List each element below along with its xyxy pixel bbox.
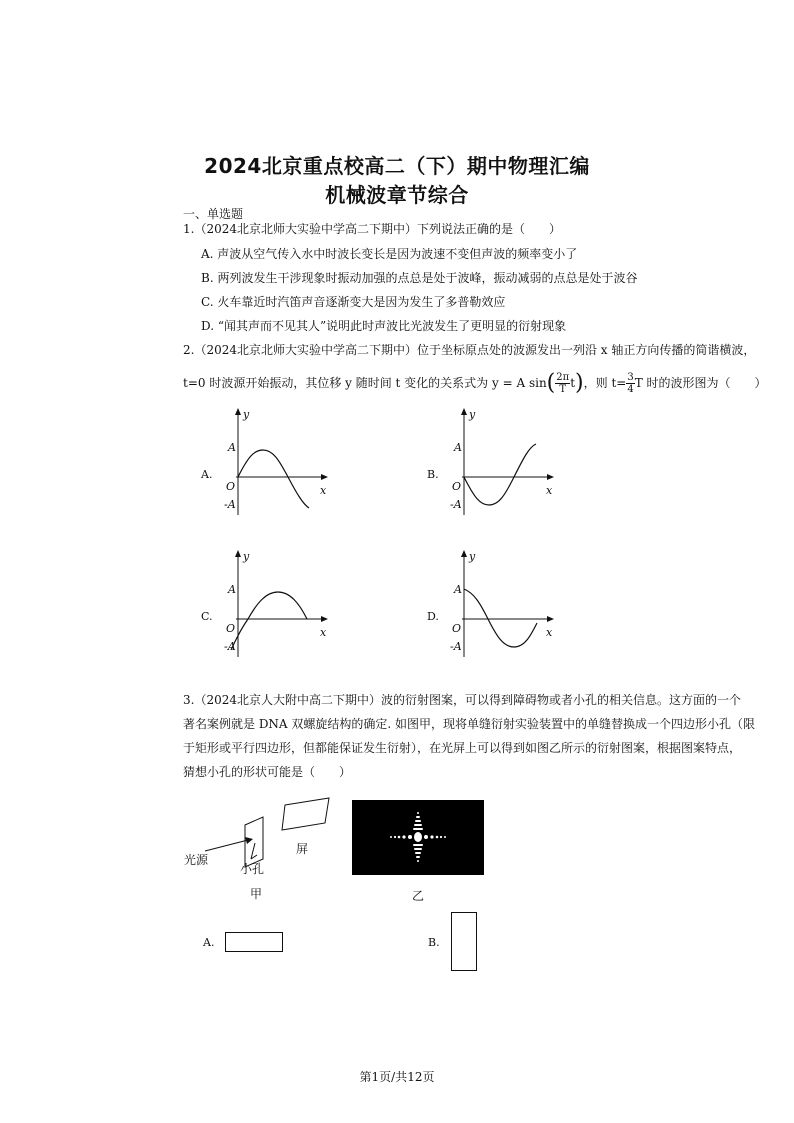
x-axis-label: x — [546, 484, 553, 497]
question-1-option-d: D. “闻其声而不见其人”说明此时声波比光波发生了更明显的衍射现象 — [201, 319, 567, 333]
x-axis-label: x — [320, 484, 327, 497]
graph-option-label: B. — [427, 468, 439, 481]
option-a-horizontal-rectangle — [225, 932, 283, 952]
question-1-option-b: B. 两列波发生干涉现象时振动加强的点总是处于波峰，振动减弱的点总是处于波谷 — [201, 271, 638, 285]
question-3-line: 猜想小孔的形状可能是（ ） — [183, 765, 352, 779]
question-3-line: 3.（2024北京人大附中高二下期中）波的衍射图案，可以得到障碍物或者小孔的相关信息。这方面的一个 — [183, 693, 741, 707]
neg-amplitude-label: -A — [224, 640, 236, 653]
neg-amplitude-label: -A — [450, 498, 462, 511]
question-2-formula-mid: ，则 t= — [583, 376, 627, 390]
question-2-formula-suffix: T 时的波形图为（ ） — [634, 376, 767, 390]
x-axis-label: x — [546, 626, 553, 639]
y-axis-label: y — [243, 408, 250, 421]
formula-variable-t: t — [570, 376, 576, 390]
y-axis-label: y — [469, 408, 476, 421]
question-3-option-a-label: A. — [203, 936, 215, 949]
wave-graph-a — [196, 405, 346, 520]
amplitude-label: A — [454, 583, 462, 596]
wave-graph-c-plot — [196, 547, 346, 662]
question-3-option-b-label: B. — [428, 936, 440, 949]
origin-label: O — [452, 622, 462, 635]
fraction-three-quarters — [626, 372, 634, 395]
wave-graph-d — [422, 547, 572, 662]
page-footer: 第1页/共12页 — [359, 1070, 435, 1084]
fraction-denominator: T — [559, 384, 567, 395]
option-b-vertical-rectangle — [451, 912, 477, 971]
wave-graph-c — [196, 547, 346, 662]
wave-graph-d-plot — [422, 547, 572, 662]
neg-amplitude-label: -A — [450, 640, 462, 653]
x-axis-label: x — [320, 626, 327, 639]
wave-graph-b — [422, 405, 572, 520]
right-paren: ) — [575, 370, 584, 396]
y-axis-label: y — [243, 550, 250, 563]
graph-option-label: A. — [201, 468, 213, 481]
amplitude-label: A — [228, 441, 236, 454]
y-axis-label: y — [469, 550, 476, 563]
question-3-text — [183, 688, 761, 784]
neg-amplitude-label: -A — [224, 498, 236, 511]
left-paren: ( — [546, 370, 556, 396]
fraction-two-pi-over-t — [555, 372, 570, 395]
fraction-numerator: 3 — [627, 372, 634, 383]
origin-label: O — [226, 480, 236, 493]
question-2-line1: 2.（2024北京北师大实验中学高二下期中）位于坐标原点处的波源发出一列沿 x 轴正方向传播的简谐横波， — [183, 343, 756, 357]
origin-label: O — [226, 622, 236, 635]
question-1-stem: 1.（2024北京北师大实验中学高二下期中）下列说法正确的是（ ） — [183, 222, 561, 236]
amplitude-label: A — [454, 441, 462, 454]
page-title: 2024北京重点校高二（下）期中物理汇编 — [204, 154, 590, 178]
question-1-option-a: A. 声波从空气传入水中时波长变长是因为波速不变但声波的频率变小了 — [201, 247, 578, 261]
wave-graph-b-plot — [422, 405, 572, 520]
question-1-option-c: C. 火车靠近时汽笛声音逐渐变大是因为发生了多普勒效应 — [201, 295, 506, 309]
light-source-label: 光源 — [184, 853, 209, 867]
diffraction-pattern-image — [352, 800, 484, 875]
graph-option-label: C. — [201, 610, 213, 623]
diffraction-pattern-svg — [352, 800, 484, 875]
section-heading: 一、单选题 — [183, 207, 244, 221]
figure-yi-caption: 乙 — [412, 889, 425, 903]
question-2-line2 — [183, 369, 767, 398]
origin-label: O — [452, 480, 462, 493]
graph-option-label: D. — [427, 610, 439, 623]
question-2-formula-prefix: t=0 时波源开始振动，其位移 y 随时间 t 变化的关系式为 y = A sin — [183, 376, 547, 390]
fraction-denominator: 4 — [627, 384, 634, 395]
page-subtitle: 机械波章节综合 — [325, 183, 469, 207]
question-3-line: 于矩形或平行四边形，但都能保证发生衍射），在光屏上可以得到如图乙所示的衍射图案，根据图案特点， — [183, 741, 742, 755]
fraction-numerator: 2π — [556, 372, 570, 383]
figure-jia-caption: 甲 — [250, 887, 263, 901]
question-3-line: 著名案例就是 DNA 双螺旋结构的确定. 如图甲，现将单缝衍射实验装置中的单缝替换成一个四边形小孔（限 — [183, 717, 756, 731]
screen-label: 屏 — [296, 842, 309, 856]
wave-graph-a-plot — [196, 405, 346, 520]
amplitude-label: A — [228, 583, 236, 596]
small-hole-label: 小孔 — [240, 862, 265, 876]
